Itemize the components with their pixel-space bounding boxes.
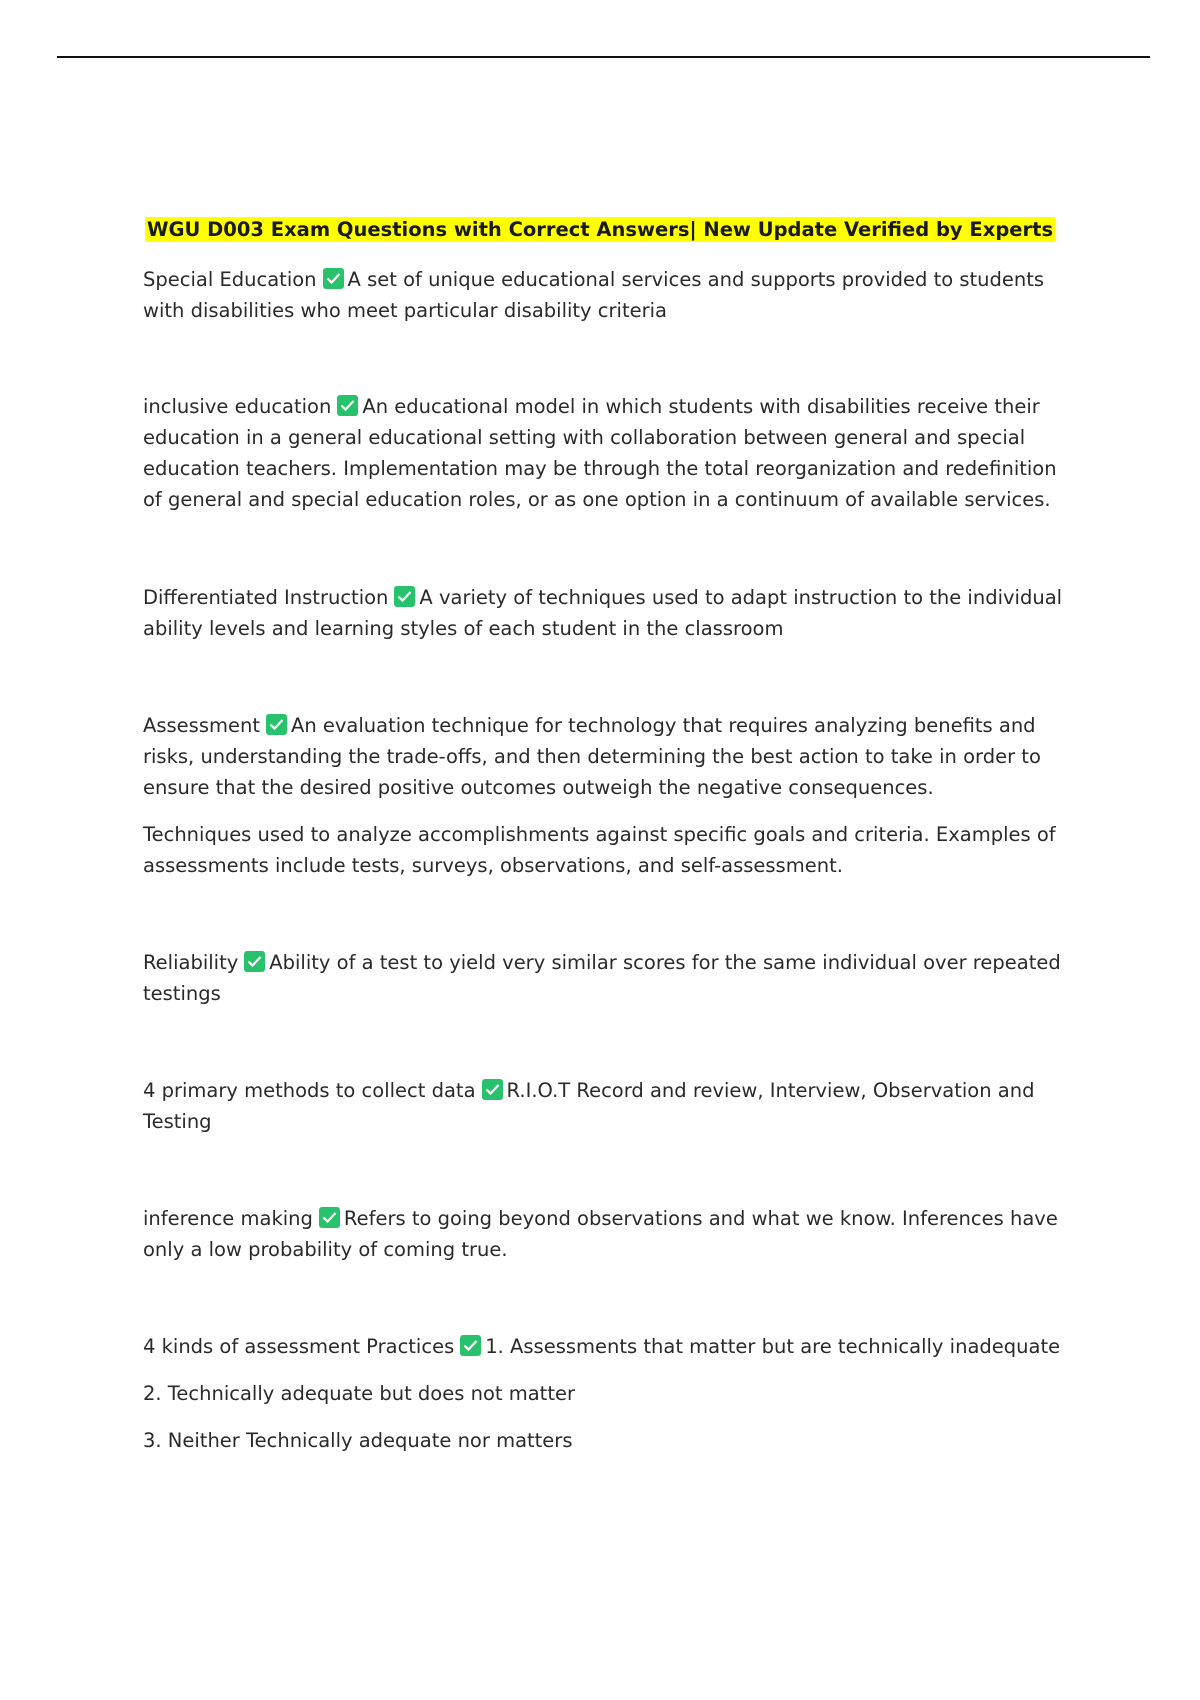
qa-entry-reliability	[143, 947, 1063, 1009]
term: inference making	[143, 1207, 313, 1230]
check-mark-icon	[244, 951, 265, 972]
answer-continuation: 2. Technically adequate but does not matter	[143, 1382, 575, 1405]
qa-paragraph	[143, 1203, 1063, 1265]
qa-paragraph	[143, 582, 1063, 644]
qa-paragraph	[143, 710, 1063, 803]
answer: A variety of techniques used to adapt instruction to the individual ability levels and learning styles of each student in the classroom	[143, 586, 1063, 640]
answer: An evaluation technique for technology that requires analyzing benefits and risks, understanding the trade-offs, and then determining the best action to take in order to ensure that the desired positive outcomes outweigh the negative consequences.	[143, 714, 1041, 799]
term: Differentiated Instruction	[143, 586, 389, 609]
term: 4 kinds of assessment Practices	[143, 1335, 455, 1358]
check-mark-icon	[319, 1207, 340, 1228]
term: Reliability	[143, 951, 239, 974]
qa-entry-special-education	[143, 264, 1063, 326]
answer: 1. Assessments that matter but are technically inadequate	[485, 1335, 1061, 1358]
qa-paragraph	[143, 1331, 1063, 1362]
check-mark-icon	[337, 395, 358, 416]
qa-entry-inclusive-education	[143, 391, 1063, 515]
answer-continuation: Techniques used to analyze accomplishments against specific goals and criteria. Examples of assessments include tests, surveys, observations, and self-assessment.	[143, 823, 1056, 877]
term: inclusive education	[143, 395, 332, 418]
check-mark-icon	[323, 268, 344, 289]
header-rule	[57, 56, 1150, 58]
qa-entry-data-collection	[143, 1075, 1063, 1137]
qa-entry-assessment	[143, 710, 1063, 881]
check-mark-icon	[460, 1335, 481, 1356]
qa-paragraph	[143, 264, 1063, 326]
answer-continuation: 3. Neither Technically adequate nor matters	[143, 1429, 573, 1452]
answer: A set of unique educational services and supports provided to students with disabilities who meet particular disability criteria	[143, 268, 1045, 322]
qa-entry-inference-making	[143, 1203, 1063, 1265]
term: Assessment	[143, 714, 260, 737]
check-mark-icon	[482, 1079, 503, 1100]
qa-entry-differentiated-instruction	[143, 582, 1063, 644]
qa-paragraph	[143, 391, 1063, 515]
check-mark-icon	[394, 586, 415, 607]
page-title-text: WGU D003 Exam Questions with Correct Answers| New Update Verified by Experts	[146, 218, 1054, 241]
qa-paragraph	[143, 1075, 1063, 1137]
term: 4 primary methods to collect data	[143, 1079, 476, 1102]
qa-entry-assessment-practices	[143, 1331, 1063, 1456]
answer: R.I.O.T Record and review, Interview, Observation and Testing	[143, 1079, 1035, 1133]
page-title	[0, 216, 1200, 244]
answer: Refers to going beyond observations and what we know. Inferences have only a low probability of coming true.	[143, 1207, 1058, 1261]
answer: An educational model in which students with disabilities receive their education in a general educational setting with collaboration between general and special education teachers. Implementation may be through the total reorganization and redefinition of general and special education roles, or as one option in a continuum of available services.	[143, 395, 1057, 511]
check-mark-icon	[266, 714, 287, 735]
qa-paragraph	[143, 947, 1063, 1009]
term: Special Education	[143, 268, 317, 291]
answer: Ability of a test to yield very similar scores for the same individual over repeated testings	[143, 951, 1061, 1005]
